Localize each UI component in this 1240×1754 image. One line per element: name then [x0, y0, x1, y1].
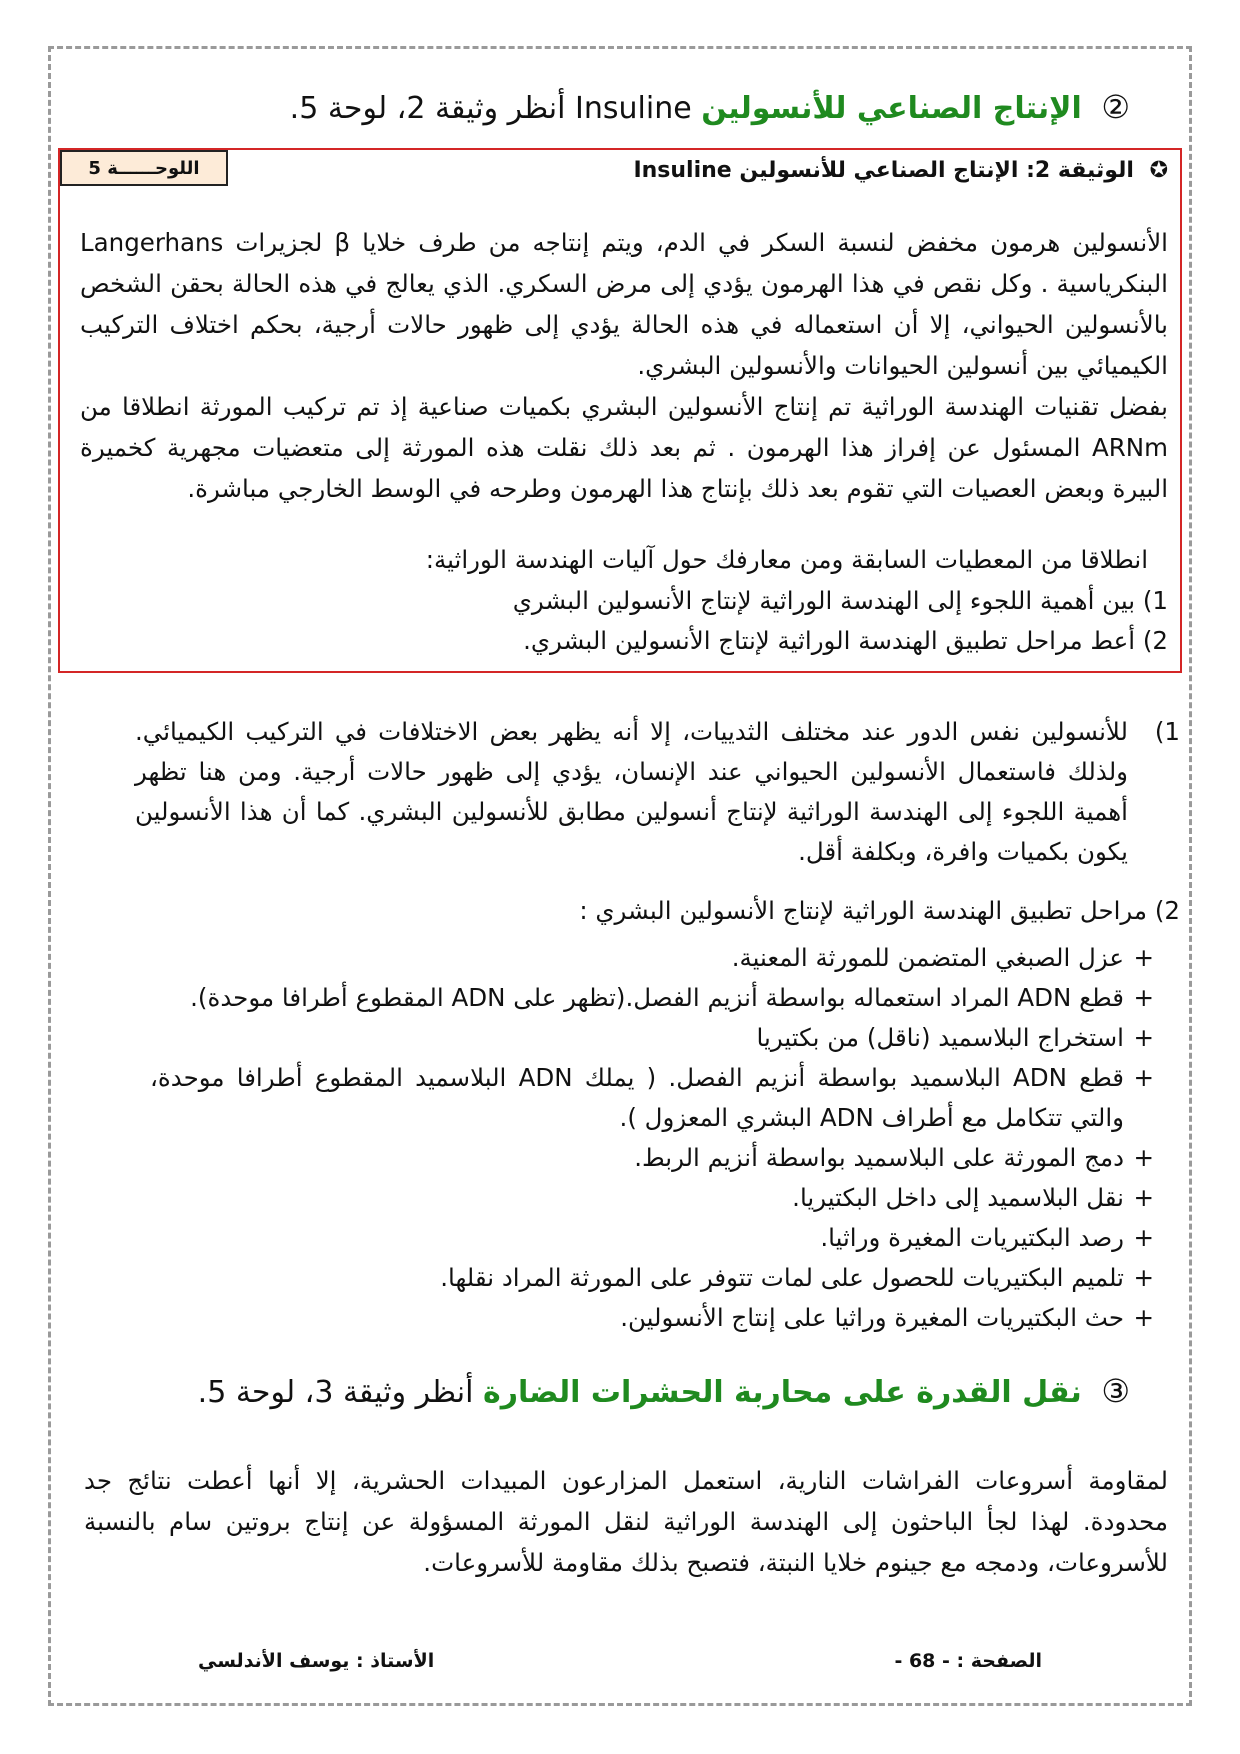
list-item: + عزل الصبغي المتضمن للمورثة المعنية. — [150, 938, 1154, 978]
plate-label: اللوحــــــة 5 — [60, 150, 228, 186]
page-number: الصفحة : - 68 - — [894, 1650, 1042, 1672]
document-2-title-row — [633, 158, 1168, 183]
section-3-number: ③ — [1101, 1372, 1130, 1410]
question-2: 2) أعط مراحل تطبيق الهندسة الوراثية لإنتاج الأنسولين البشري. — [523, 626, 1168, 655]
document-2-paragraph-2: بفضل تقنيات الهندسة الوراثية تم إنتاج الأنسولين البشري بكميات صناعية إذ تم تركيب المورثة انطلاقا من ARNm المسئول عن إفراز هذا الهرمون . ثم بعد ذلك نقلت هذه المورثة إلى متعضيات مجهرية كخميرة البيرة وبعض العصيات التي تقوم بعد ذلك بإنتاج هذا الهرمون وطرحه في الوسط الخارجي مباشرة. — [80, 392, 1168, 503]
section-2-ref: Insuline أنظر وثيقة 2، لوحة 5. — [289, 91, 692, 126]
section-3-heading — [198, 1372, 1130, 1410]
list-item: + حث البكتيريات المغيرة وراثيا على إنتاج الأنسولين. — [150, 1298, 1154, 1338]
star-icon: ✪ — [1149, 158, 1168, 183]
section-2-heading — [290, 88, 1130, 126]
list-item: + تلميم البكتيريات للحصول على لمات تتوفر على المورثة المراد نقلها. — [150, 1258, 1154, 1298]
section-3-ref: أنظر وثيقة 3، لوحة 5. — [197, 1375, 474, 1410]
question-1: 1) بين أهمية اللجوء إلى الهندسة الوراثية لإنتاج الأنسولين البشري — [512, 586, 1168, 615]
teacher-name: الأستاذ : يوسف الأندلسي — [198, 1650, 435, 1672]
document-2-paragraph-1: الأنسولين هرمون مخفض لنسبة السكر في الدم، ويتم إنتاجه من طرف خلايا β لجزيرات Langerhans البنكرياسية . وكل نقص في هذا الهرمون يؤدي إلى مرض السكري. الذي يعالج في هذه الحالة بحقن الشخص بالأنسولين الحيواني، إلا أن استعماله في هذه الحالة يؤدي إلى ظهور حالات أرجية، بحكم اختلاف التركيب الكيميائي بين أنسولين الحيوانات والأنسولين البشري. — [80, 228, 1168, 380]
list-item: + رصد البكتيريات المغيرة وراثيا. — [150, 1218, 1154, 1258]
list-item: + دمج المورثة على البلاسميد بواسطة أنزيم الربط. — [150, 1138, 1154, 1178]
document-2-text — [80, 222, 1168, 509]
list-item: + قطع ADN البلاسميد بواسطة أنزيم الفصل. ( يملك ADN البلاسميد المقطوع أطرافا موحدة، والتي تتكامل مع أطراف ADN البشري المعزول ). — [150, 1058, 1154, 1138]
section-3-paragraph: لمقاومة أسروعات الفراشات النارية، استعمل المزارعون المبيدات الحشرية، إلا أنها أعطت نتائج جد محدودة. لهذا لجأ الباحثون إلى الهندسة الوراثية لنقل المورثة المسؤولة عن إنتاج بروتين سام بالنسبة للأسروعات، ودمجه مع جينوم خلايا النبتة، فتصبح بذلك مقاومة للأسروعات. — [84, 1466, 1168, 1577]
answer-1 — [135, 712, 1180, 872]
answer-1-text: للأنسولين نفس الدور عند مختلف الثدييات، إلا أنه يظهر بعض الاختلافات في التركيب الكيميائي. ولذلك فاستعمال الأنسولين الحيواني عند الإنسان، يؤدي إلى ظهور حالات أرجية. ومن هنا تظهر أهمية اللجوء إلى الهندسة الوراثية لإنتاج أنسولين مطابق للأنسولين البشري. كما أن هذا الأنسولين يكون بكميات وافرة، وبكلفة أقل. — [135, 717, 1128, 866]
document-2-title: الوثيقة 2: الإنتاج الصناعي للأنسولين Insuline — [633, 158, 1134, 183]
list-item: + استخراج البلاسميد (ناقل) من بكتيريا — [150, 1018, 1154, 1058]
list-item: + قطع ADN المراد استعماله بواسطة أنزيم الفصل.(تظهر على ADN المقطوع أطرافا موحدة). — [150, 978, 1154, 1018]
document-2-intro: انطلاقا من المعطيات السابقة ومن معارفك حول آليات الهندسة الوراثية: — [425, 545, 1148, 574]
section-3-title: نقل القدرة على محاربة الحشرات الضارة — [483, 1375, 1082, 1410]
steps-list — [150, 938, 1154, 1338]
answer-2-title: 2) مراحل تطبيق الهندسة الوراثية لإنتاج الأنسولين البشري : — [579, 896, 1180, 925]
list-item: + نقل البلاسميد إلى داخل البكتيريا. — [150, 1178, 1154, 1218]
section-2-title: الإنتاج الصناعي للأنسولين — [701, 91, 1082, 126]
section-2-number: ② — [1101, 88, 1130, 126]
answer-1-number: 1) — [1154, 717, 1180, 746]
